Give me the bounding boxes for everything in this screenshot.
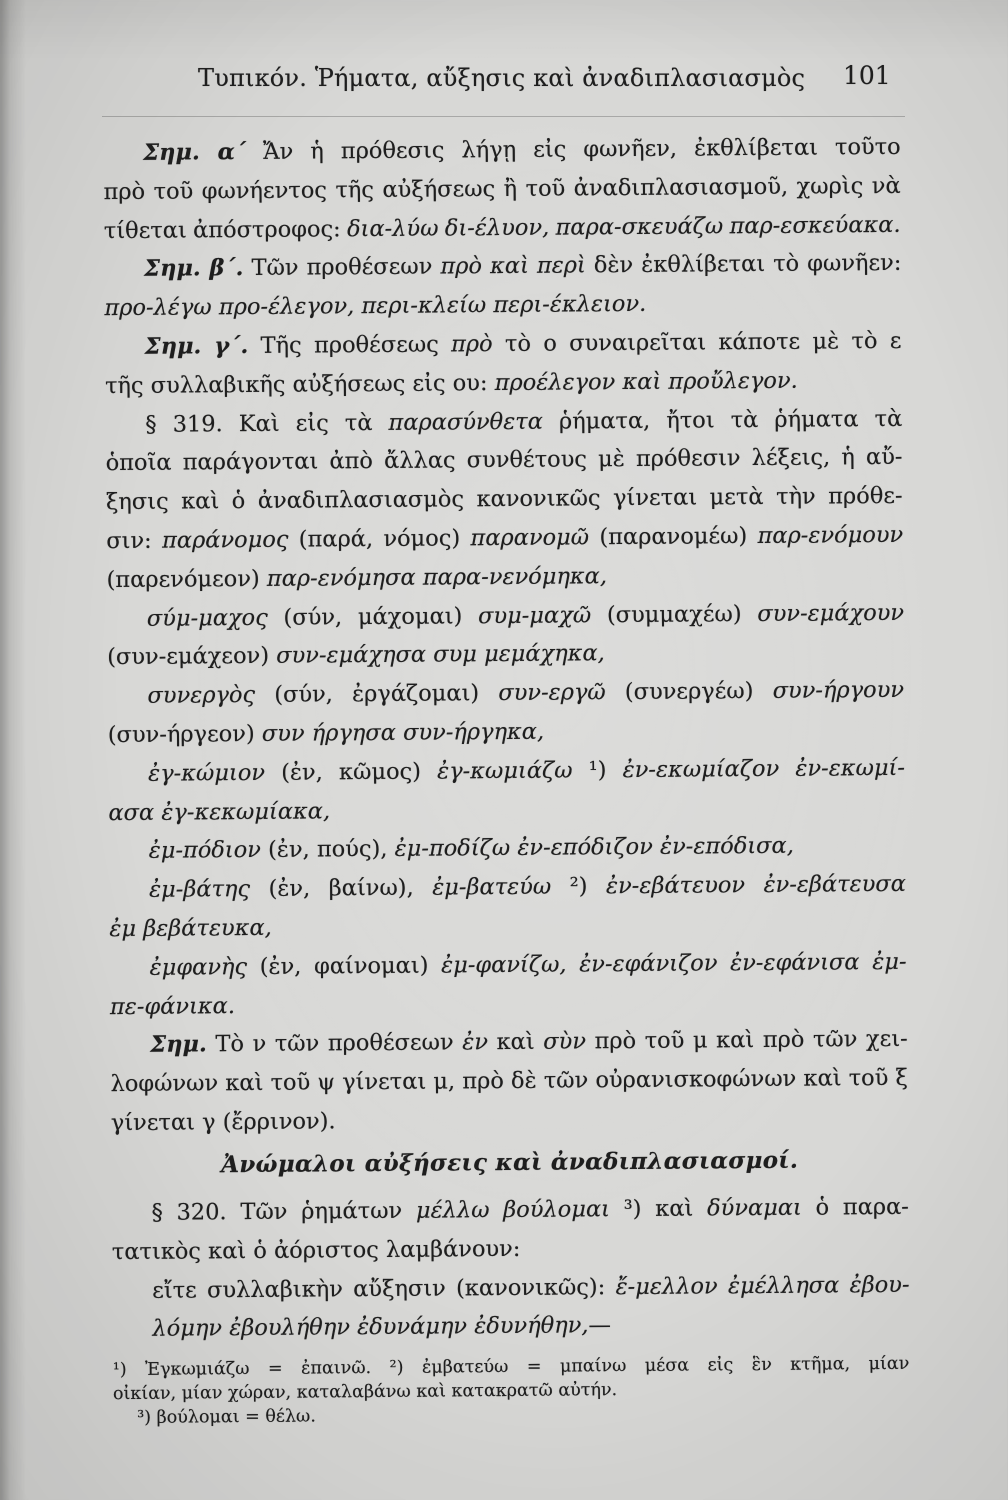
- body-line: [109, 904, 906, 949]
- line-text: [103, 167, 900, 212]
- text-run: ³) καὶ: [609, 1195, 708, 1223]
- text-run: τίθεται ἀπόστροφος:: [103, 215, 348, 244]
- text-run: Τὸ ν τῶν προθέσεων: [206, 1029, 463, 1058]
- italic-term: ασα ἐγ-κεκωμίακα,: [108, 797, 331, 826]
- line-text: [149, 865, 906, 910]
- italic-term: ἐμ βεβάτευκα,: [109, 914, 272, 943]
- line-text: [109, 909, 272, 949]
- italic-term: ἐν-εκωμίαζον ἐν-εκωμί-: [622, 754, 906, 783]
- text-run: (συμμαχέω): [591, 600, 758, 628]
- italic-term: σύμ-μαχος: [146, 604, 268, 632]
- italic-term: συν-εργῶ: [498, 679, 606, 707]
- text-run: § 319. Καὶ εἰς τὰ: [145, 409, 389, 438]
- line-text: [106, 477, 903, 522]
- text-run: Τῶν προθέσεων: [243, 253, 441, 282]
- line-text: [104, 285, 646, 328]
- line-text: [106, 516, 903, 561]
- italic-term: παρ-ενόμουν: [757, 521, 904, 549]
- italic-term: δια-λύω δι-έλυον, παρα-σκευάζω παρ-εσκεύακα.: [346, 211, 901, 242]
- section-line: [112, 1265, 909, 1310]
- italic-term: ἐγ-κωμιάζω: [437, 757, 573, 785]
- italic-term: δύναμαι: [706, 1194, 802, 1222]
- line-text: [108, 713, 545, 755]
- italic-term: ἐμ-βατεύω: [432, 873, 552, 901]
- section-line: [112, 1227, 909, 1272]
- text-run: (συν-εμάχεον): [107, 643, 277, 671]
- italic-term: πρὸ: [450, 331, 493, 358]
- body-line: [107, 632, 904, 677]
- line-text: [152, 1307, 611, 1349]
- italic-term: συν-ήργουν: [772, 677, 905, 705]
- italic-term: συν-εμάχουν: [757, 599, 905, 627]
- text-run: καὶ: [487, 1029, 544, 1056]
- italic-term: παρ-ενόμησα παρα-νενόμηκα,: [266, 562, 608, 592]
- body-line: [109, 943, 906, 988]
- body-line: [103, 167, 900, 212]
- text-run: ²): [551, 873, 607, 900]
- italic-term: ἐν: [462, 1029, 489, 1056]
- body-line: [108, 749, 905, 794]
- line-text: [105, 361, 798, 405]
- line-text: [104, 205, 901, 250]
- italic-term: προ-λέγω προ-έλεγον, περι-κλείω περι-έκλειον.: [104, 291, 647, 322]
- italic-term: συν-εμάχησα συμ μεμάχηκα,: [276, 640, 605, 670]
- line-text: [149, 943, 906, 988]
- text-run: οἰκίαν, μίαν χώραν, καταλαβάνω καὶ κατακρατῶ αὐτήν.: [112, 1380, 618, 1405]
- text-run: ¹): [572, 756, 623, 784]
- italic-term: ἐμ-ποδίζω ἐν-επόδιζον ἐν-επόδισα,: [394, 833, 794, 863]
- note-label: Σημ.: [150, 1031, 207, 1059]
- text-run: ¹) Ἐγκωμιάζω = ἐπαινῶ. ²) ἐμβατεύω = μπαίνω μέσα εἰς ἓν κτῆμα, μίαν: [112, 1353, 910, 1381]
- text-run: Ἄν ἡ πρόθεσις λήγῃ εἰς φωνῆεν, ἐκθλίβεται τοῦτο: [245, 133, 901, 166]
- section-heading: Ἀνώμαλοι αὐξήσεις καὶ ἀναδιπλασιασμοί.: [221, 1146, 799, 1179]
- footnotes: [113, 1352, 911, 1430]
- body-line: [109, 865, 906, 910]
- text-run: πρὸ τοῦ φωνήεντος τῆς αὐξήσεως ἢ τοῦ ἀναδιπλασιασμοῦ, χωρὶς νὰ: [103, 172, 901, 205]
- line-text: [110, 1059, 908, 1104]
- italic-term: πρὸ καὶ περὶ: [440, 252, 586, 280]
- line-text: [137, 1404, 316, 1429]
- line-text: [147, 671, 904, 716]
- italic-term: παρανομῶ: [470, 524, 590, 552]
- line-text: [151, 1188, 909, 1233]
- text-run: πρὸ τοῦ μ καὶ πρὸ τῶν χει-: [585, 1026, 908, 1055]
- line-text: [148, 749, 905, 794]
- line-text: [145, 399, 902, 444]
- italic-term: ἐμ-φανίζω, ἐν-εφάνιζον ἐν-εφάνισα ἐμ-: [440, 948, 907, 979]
- italic-term: λόμην ἐβουλήθην ἐδυνάμην ἐδυνήθην,: [152, 1312, 589, 1343]
- text-run: γίνεται γ (ἔρρινον).: [110, 1108, 336, 1137]
- body-line: [105, 322, 902, 367]
- running-header-title: Τυπικόν. Ῥήματα, αὔξησις καὶ ἀναδιπλασιασμὸς: [198, 64, 806, 92]
- section-line: [111, 1188, 908, 1233]
- italic-term: ἐν-εβάτευον ἐν-εβάτευσα: [605, 870, 907, 900]
- italic-term: παρασύνθετα: [388, 408, 543, 436]
- text-run: ῥήματα, ἤτοι τὰ ῥήματα τὰ: [542, 405, 903, 435]
- body-line: [109, 826, 906, 871]
- text-run: Τῆς προθέσεως: [248, 331, 452, 359]
- note-label: Σημ. α΄: [143, 139, 247, 166]
- body-line: [106, 438, 903, 483]
- text-run: —: [588, 1312, 612, 1339]
- line-text: [112, 1230, 521, 1272]
- body-text: [103, 128, 908, 1143]
- text-run: § 320. Τῶν ῥημάτων: [151, 1197, 417, 1226]
- section-text: [111, 1188, 909, 1349]
- body-line: [104, 283, 901, 328]
- body-line: [107, 671, 904, 716]
- italic-term: ἐγ-κώμιον: [147, 759, 266, 787]
- body-line: [104, 244, 901, 289]
- italic-term: συμ-μαχῶ: [477, 601, 592, 629]
- text-run: λοφώνων καὶ τοῦ ψ γίνεται μ, πρὸ δὲ τῶν οὐρανισκοφώνων καὶ τοῦ ξ: [110, 1064, 909, 1098]
- body-line: [111, 1098, 908, 1143]
- italic-term: ἔ-μελλον ἐμέλλησα ἐβου-: [615, 1271, 910, 1300]
- text-run: (ἐν, βαίνω),: [249, 874, 433, 903]
- text-run: (συν-ήργεον): [107, 720, 262, 749]
- line-text: [107, 635, 605, 678]
- text-run: (παρενόμεον): [106, 565, 267, 593]
- line-text: [150, 1020, 908, 1065]
- text-run: ὁ παρα-: [801, 1193, 909, 1221]
- italic-term: παράνομος: [161, 526, 289, 554]
- body-line: [104, 205, 901, 250]
- text-run: τῆς συλλαβικῆς αὐξήσεως εἰς ου:: [104, 369, 495, 399]
- body-line: [110, 1020, 907, 1065]
- text-run: τατικὸς καὶ ὁ ἀόριστος λαμβάνουν:: [111, 1235, 521, 1265]
- body-line: [106, 477, 903, 522]
- note-label: Σημ. γ΄.: [144, 332, 249, 360]
- line-text: [143, 128, 901, 173]
- page-number: 101: [843, 61, 891, 90]
- italic-term: μέλλω βούλομαι: [415, 1196, 611, 1224]
- body-line: [105, 361, 902, 406]
- line-text: [144, 244, 902, 289]
- section-line: [112, 1304, 909, 1349]
- italic-term: συνεργὸς: [147, 682, 256, 709]
- italic-term: προέλεγον καὶ προὔλεγον.: [494, 367, 798, 396]
- body-line: [105, 399, 902, 444]
- text-run: τὸ ο συναιρεῖται κάποτε μὲ τὸ ε: [492, 327, 902, 358]
- text-run: εἴτε συλλαβικὴν αὔξησιν (κανονικῶς):: [152, 1273, 616, 1304]
- body-line: [110, 981, 907, 1026]
- line-text: [145, 322, 902, 367]
- line-text: [111, 1102, 336, 1143]
- note-label: Σημ. β΄.: [144, 255, 244, 283]
- body-line: [107, 593, 904, 638]
- italic-term: ἐμφανὴς: [149, 953, 248, 981]
- footnotes-line: [113, 1400, 910, 1430]
- body-line: [106, 516, 903, 561]
- text-run: σιν:: [106, 527, 163, 555]
- line-text: [113, 1378, 617, 1406]
- italic-term: ἐμ-βάτης: [148, 876, 251, 903]
- text-run: (σύν, ἐργάζομαι): [255, 680, 499, 709]
- text-run: (ἐν, πούς),: [260, 836, 395, 864]
- text-run: ³) βούλομαι = θέλω.: [137, 1406, 316, 1428]
- line-text: [106, 557, 607, 600]
- text-run: δὲν ἐκθλίβεται τὸ φωνῆεν:: [585, 250, 902, 279]
- body-line: [108, 787, 905, 832]
- italic-term: συν ήργησα συν-ήργηκα,: [261, 718, 545, 747]
- text-run: (ἐν, κῶμος): [264, 758, 438, 786]
- text-run: ξησις καὶ ὁ ἀναδιπλασιασμὸς κανονικῶς γίνεται μετὰ τὴν πρόθε-: [105, 483, 903, 516]
- line-text: [110, 987, 235, 1027]
- text-run: (συνεργέω): [605, 678, 773, 706]
- body-line: [110, 1059, 907, 1104]
- line-text: [147, 593, 904, 638]
- line-text: [106, 438, 903, 483]
- line-text: [152, 1265, 910, 1310]
- line-text: [149, 827, 794, 871]
- italic-term: πε-φάνικα.: [109, 992, 236, 1020]
- text-run: (παρά, νόμος): [288, 525, 471, 553]
- text-run: ὁποῖα παράγονται ἀπὸ ἄλλας συνθέτους μὲ πρόθεσιν λέξεις, ἡ αὔ-: [105, 444, 903, 477]
- text-run: (σύν, μάχομαι): [267, 602, 479, 631]
- body-line: [106, 555, 903, 600]
- italic-term: σὺν: [543, 1028, 587, 1056]
- line-text: [108, 792, 330, 833]
- body-line: [108, 710, 905, 755]
- italic-term: ἐμ-πόδιον: [148, 837, 262, 865]
- body-line: [103, 128, 900, 173]
- text-run: (ἐν, φαίνομαι): [246, 952, 442, 980]
- text-run: (παρανομέω): [588, 522, 758, 551]
